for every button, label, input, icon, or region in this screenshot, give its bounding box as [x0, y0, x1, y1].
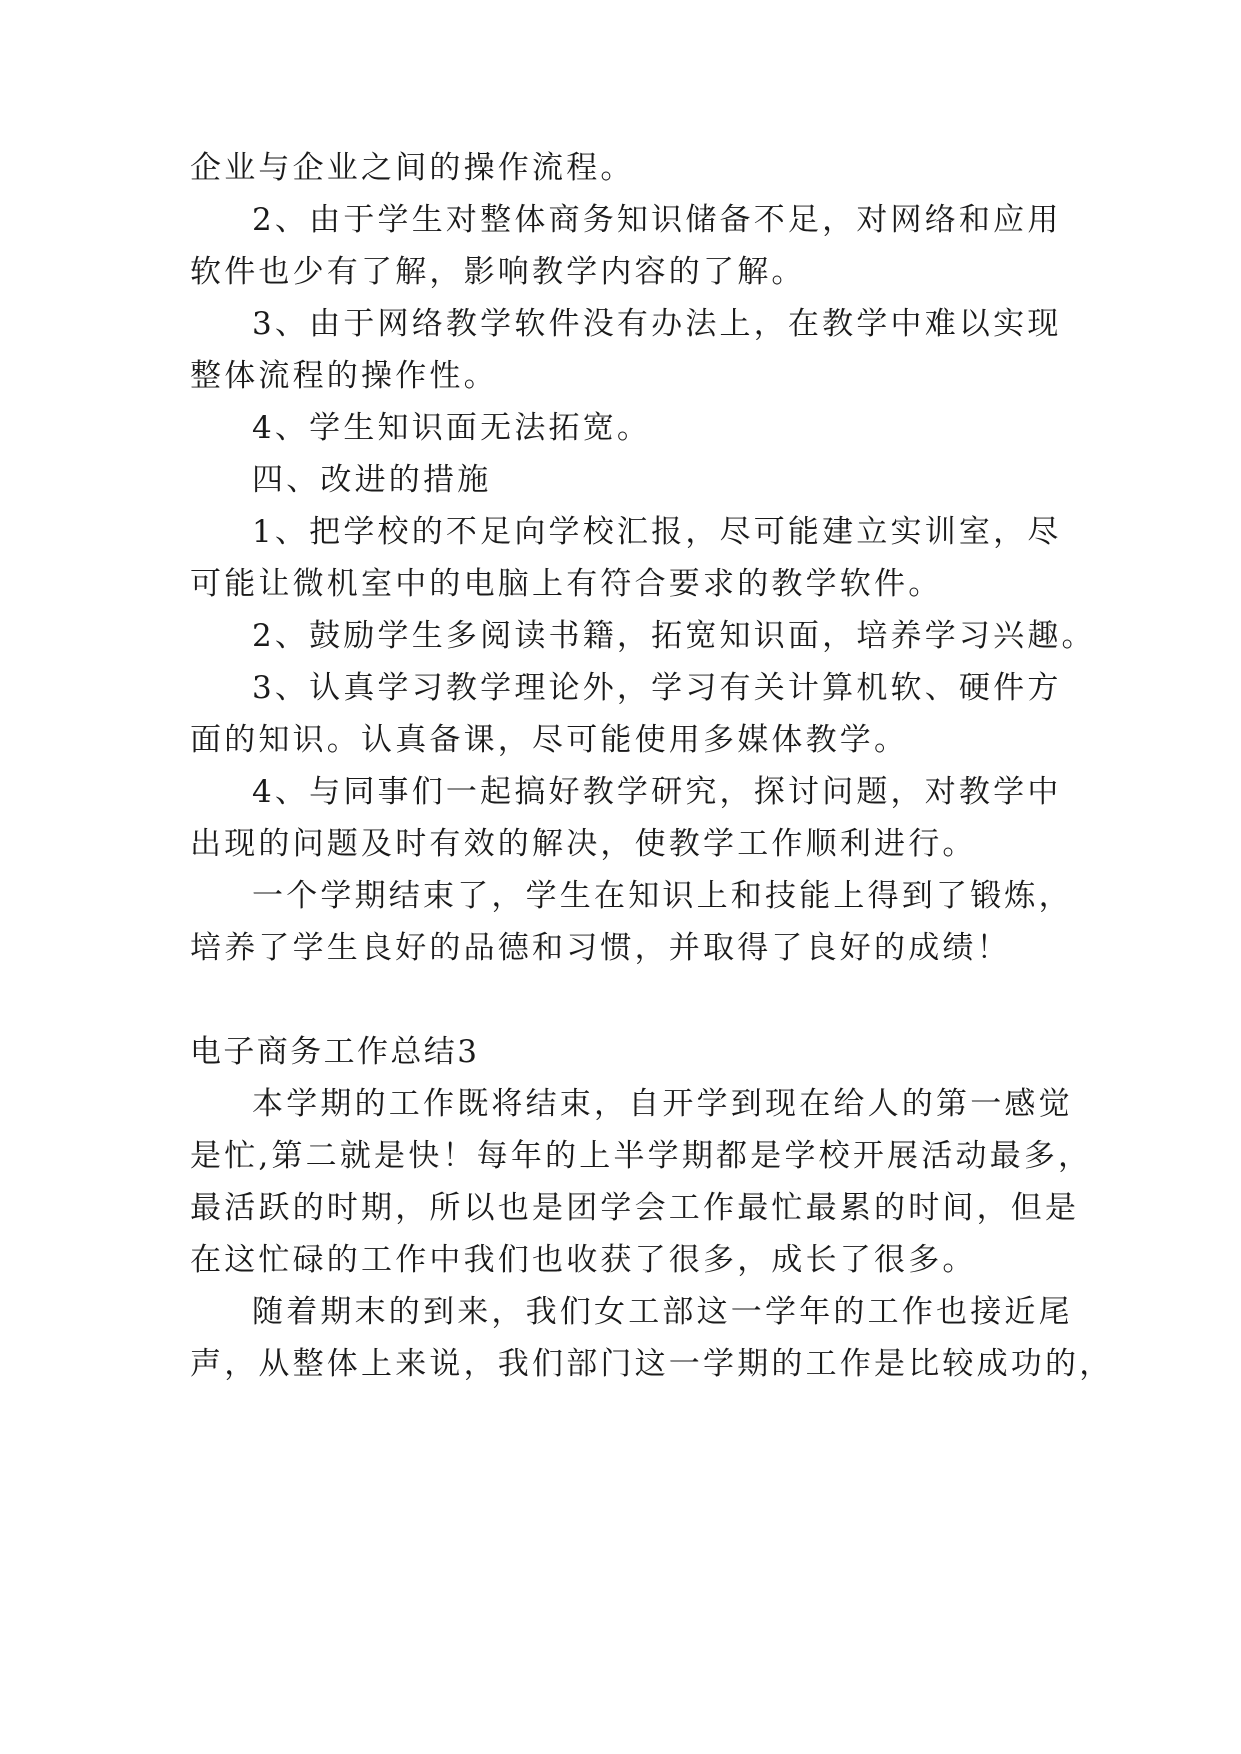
text-line: 2、鼓励学生多阅读书籍，拓宽知识面，培养学习兴趣。: [252, 618, 1096, 654]
text-line: 最活跃的时期，所以也是团学会工作最忙最累的时间，但是: [190, 1190, 1080, 1226]
text-line: 软件也少有了解，影响教学内容的了解。: [190, 254, 806, 290]
text-line: 企业与企业之间的操作流程。: [190, 150, 635, 186]
text-line: 声，从整体上来说，我们部门这一学期的工作是比较成功的，: [190, 1346, 1114, 1382]
text-line: 可能让微机室中的电脑上有符合要求的教学软件。: [190, 566, 943, 602]
text-line: 培养了学生良好的品德和习惯，并取得了良好的成绩！: [190, 930, 1011, 966]
document-title: 电子商务工作总结3: [190, 1034, 480, 1070]
text-line: 整体流程的操作性。: [190, 358, 498, 394]
section-heading: 四、改进的措施: [252, 462, 492, 498]
text-line: 2、由于学生对整体商务知识储备不足，对网络和应用: [252, 202, 1062, 238]
text-line: 4、学生知识面无法拓宽。: [252, 410, 652, 446]
text-line: 1、把学校的不足向学校汇报，尽可能建立实训室，尽: [252, 514, 1062, 550]
text-line: 4、与同事们一起搞好教学研究，探讨问题，对教学中: [252, 774, 1062, 810]
text-line: 本学期的工作既将结束，自开学到现在给人的第一感觉: [252, 1086, 1073, 1122]
text-line: 在这忙碌的工作中我们也收获了很多，成长了很多。: [190, 1242, 977, 1278]
text-line: 面的知识。认真备课，尽可能使用多媒体教学。: [190, 722, 909, 758]
text-line: 随着期末的到来，我们女工部这一学年的工作也接近尾: [252, 1294, 1073, 1330]
text-line: 3、由于网络教学软件没有办法上，在教学中难以实现: [252, 306, 1062, 342]
text-line: 3、认真学习教学理论外，学习有关计算机软、硬件方: [252, 670, 1062, 706]
text-line: 出现的问题及时有效的解决，使教学工作顺利进行。: [190, 826, 977, 862]
text-line: 一个学期结束了，学生在知识上和技能上得到了锻炼，: [252, 878, 1073, 914]
text-line: 是忙,第二就是快！每年的上半学期都是学校开展活动最多，: [190, 1138, 1093, 1174]
